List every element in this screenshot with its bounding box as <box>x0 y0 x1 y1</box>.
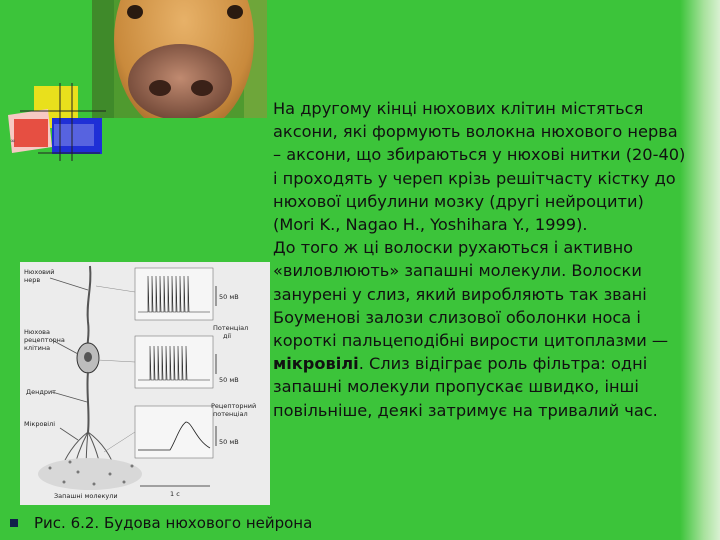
paragraph-microvilli <box>273 236 689 422</box>
microvilli-term: мікровілі <box>273 354 359 374</box>
paragraph-axons: На другому кінці нюхових клітин містяться аксони, які формують волокна нюхового нерва – аксони, що збираються у нюхові нитки (20-40) і проходять у череп крізь решітчасту кістку до нюхової цибулини мозку (другі нейроцити) (Mori K., Nagao H., Yoshihara Y., 1999). <box>273 99 686 235</box>
decorative-blocks <box>8 75 108 165</box>
label-cell-1: Нюхова <box>24 328 50 336</box>
label-cell-3: клітина <box>24 344 51 352</box>
dog-nose-photo <box>92 0 267 118</box>
paragraph-microvilli-end: . Слиз відіграє роль фільтра: одні запашні молекули пропускає швидко, інші повільніше, деякі затримує на тривалий час. <box>273 354 658 420</box>
label-nerve-1: Нюховий <box>24 268 55 276</box>
label-nerve-2: нерв <box>24 276 41 284</box>
figure-caption: Рис. 6.2. Будова нюхового нейрона <box>34 514 313 532</box>
label-dendrite: Дендрит <box>26 388 56 396</box>
olfactory-neuron-figure <box>20 262 270 505</box>
label-microvilli: Мікровілі <box>24 420 56 428</box>
svg-text:∞: ∞ <box>10 137 16 145</box>
label-action-potential-1: Потенціал <box>213 324 249 332</box>
paragraph-microvilli-start: До того ж ці волоски рухаються і активно «виловлюють» запашні молекули. Волоски занурені у слиз, який виробляють так звані Боуменові залози слизової оболонки носа і короткі пальцеподібні вирости цитоплазми — <box>273 238 669 351</box>
label-receptor-potential-2: потенціал <box>213 410 248 418</box>
label-cell-2: рецепторна <box>24 336 65 344</box>
label-molecules: Запашні молекули <box>54 492 118 500</box>
time-scale-label: 1 с <box>170 490 180 498</box>
body-text <box>273 97 689 422</box>
label-action-potential-2: дії <box>223 332 232 340</box>
scale-label-1: 50 мВ <box>219 293 239 301</box>
caption-bullet <box>10 519 18 527</box>
scale-label-2: 50 мВ <box>219 376 239 384</box>
label-receptor-potential-1: Рецепторний <box>211 402 257 410</box>
scale-label-3: 50 мВ <box>219 438 239 446</box>
